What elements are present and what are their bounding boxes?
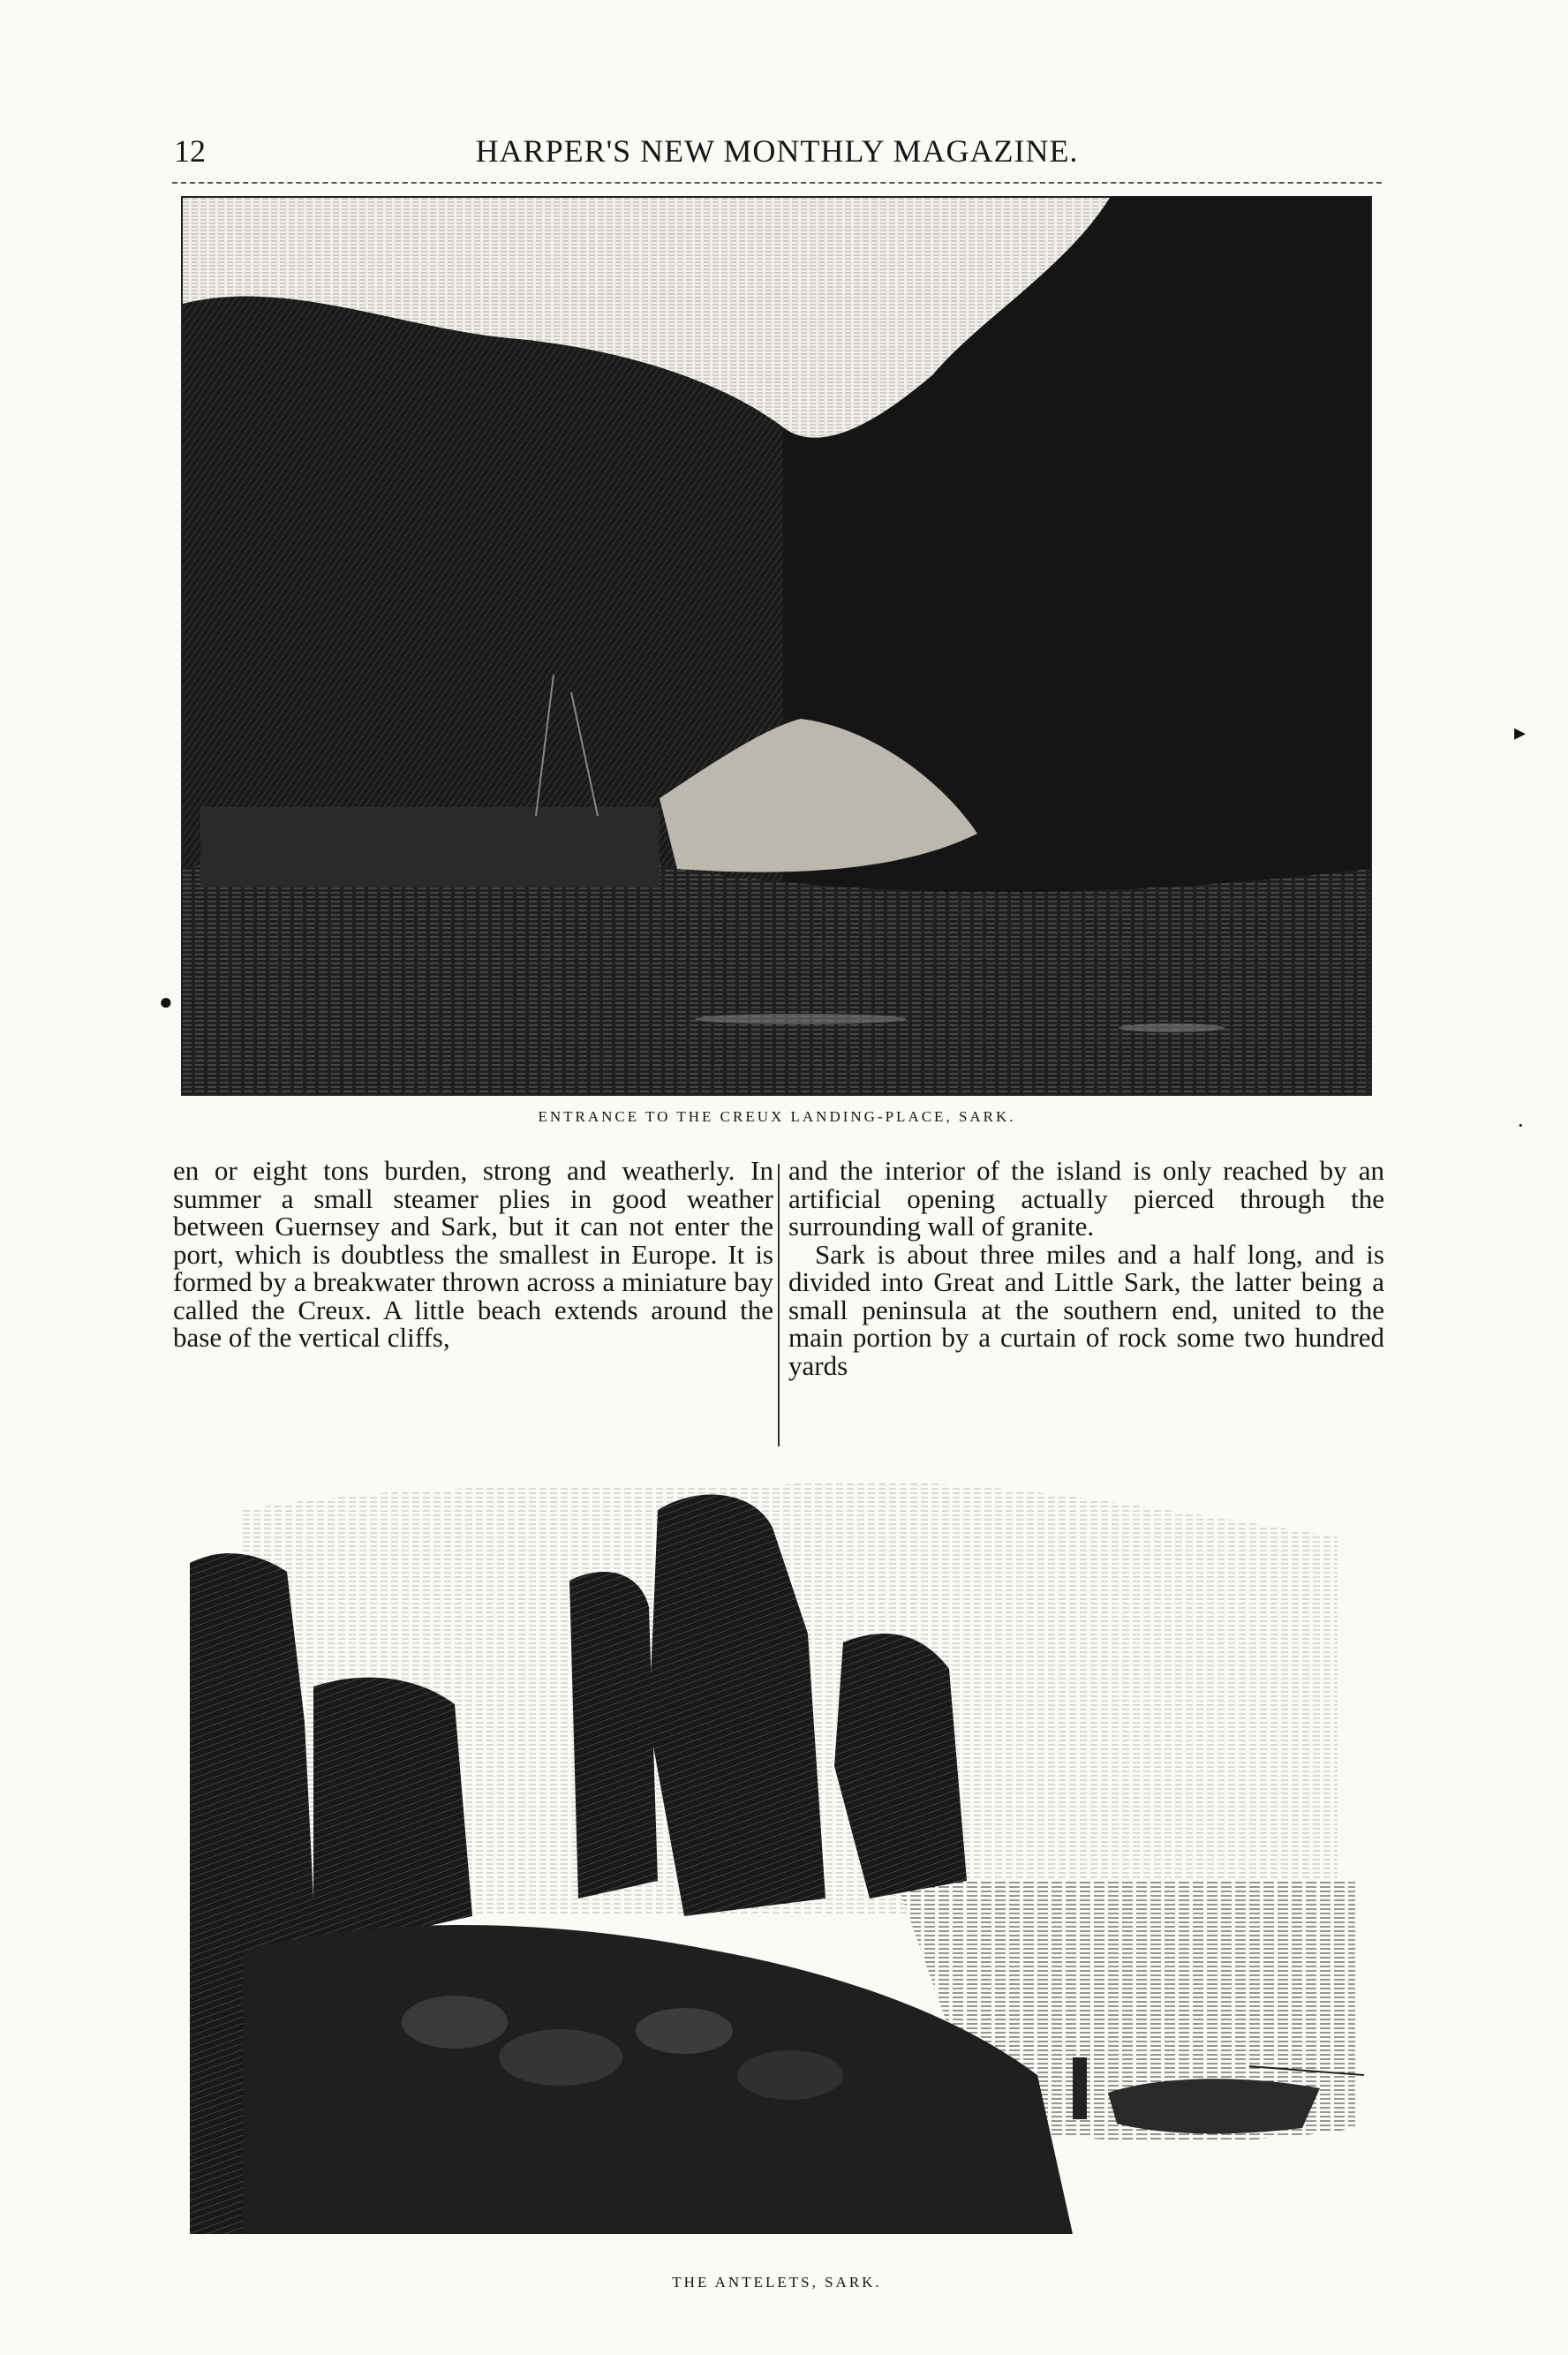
paragraph: en or eight tons burden, strong and weatherly. In summer a small steamer plies in good weather between Guernsey and Sark, but it can not enter the port, which is doubtless the smallest in Europe. It is formed by a breakwater thrown across a miniature bay called the Creux. A little beach extends around the base of the vertical cliffs, — [173, 1155, 773, 1353]
engraving-the-antelets — [190, 1457, 1373, 2252]
margin-mark-dot-icon: ● — [159, 989, 173, 1015]
engraving-antelets-illustration — [190, 1457, 1373, 2252]
figure-caption-antelets: THE ANTELETS, SARK. — [672, 2274, 882, 2291]
paragraph: Sark is about three miles and a half long, and is divided into Great and Little Sark, the latter being a small peninsula at the southern end, united to the main portion by a curtain of rock some two hundred yards — [788, 1238, 1384, 1381]
text-column-left — [173, 1157, 773, 1352]
page-header — [172, 132, 1382, 177]
margin-mark-dot-icon: · — [1517, 1113, 1525, 1138]
column-divider — [778, 1164, 780, 1446]
figure-caption-creux: ENTRANCE TO THE CREUX LANDING-PLACE, SARK. — [538, 1108, 1016, 1125]
paragraph: and the interior of the island is only reached by an artificial opening actually pierced through the surrounding wall of granite. — [788, 1155, 1384, 1242]
page-number: 12 — [174, 133, 206, 169]
header-rule — [172, 182, 1382, 184]
text-column-right — [788, 1157, 1384, 1379]
margin-mark-arrow-icon: ▸ — [1514, 720, 1527, 745]
engraving-creux-landing-place — [181, 196, 1372, 1096]
engraving-creux-illustration — [183, 198, 1370, 1094]
running-title: HARPER'S NEW MONTHLY MAGAZINE. — [475, 133, 1079, 169]
